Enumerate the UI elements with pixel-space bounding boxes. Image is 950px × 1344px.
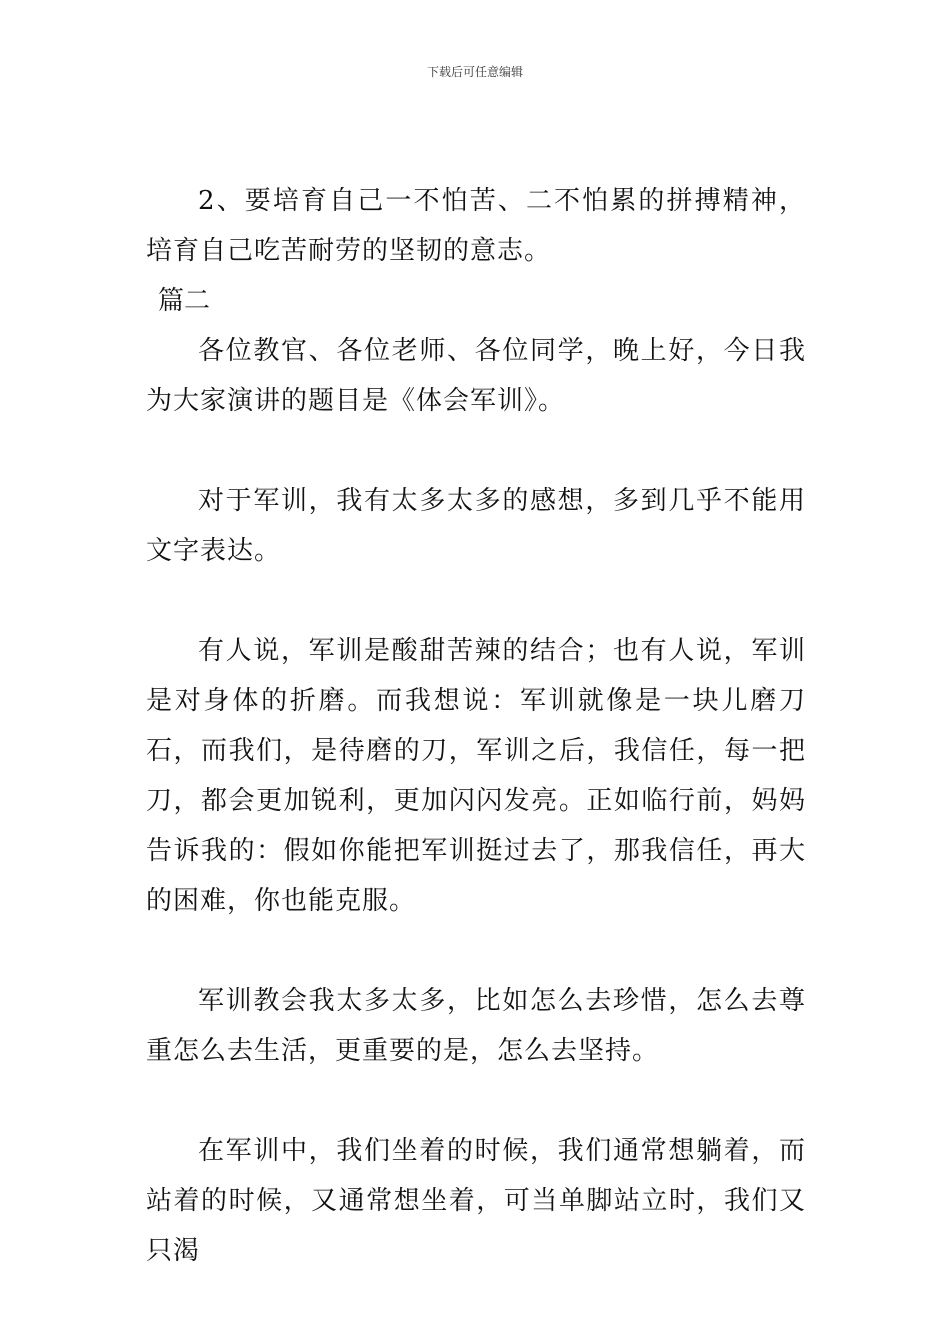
paragraph-gap [146, 576, 806, 626]
paragraph-4: 有人说，军训是酸甜苦辣的结合；也有人说，军训是对身体的折磨。而我想说：军训就像是一块儿磨刀石，而我们，是待磨的刀，军训之后，我信任，每一把刀，都会更加锐利，更加闪闪发亮。正如临行前，妈妈告诉我的：假如你能把军训挺过去了，那我信任，再大的困难，你也能克服。 [146, 636, 806, 916]
paragraph-gap [146, 426, 806, 476]
paragraph-gap [146, 1076, 806, 1126]
paragraph-5: 军训教会我太多太多，比如怎么去珍惜，怎么去尊重怎么去生活，更重要的是，怎么去坚持。 [146, 986, 806, 1066]
paragraph-gap [146, 926, 806, 976]
paragraph-6: 在军训中，我们坐着的时候，我们通常想躺着，而站着的时候，又通常想坐着，可当单脚站立时，我们又只渴 [146, 1136, 806, 1266]
section-title: 篇二 [158, 286, 211, 316]
document-body [146, 176, 806, 1276]
paragraph-2: 各位教官、各位老师、各位同学，晚上好，今日我为大家演讲的题目是《体会军训》。 [146, 336, 806, 416]
paragraph-3: 对于军训，我有太多太多的感想，多到几乎不能用文字表达。 [146, 486, 806, 566]
page-header: 下载后可任意编辑 [426, 65, 523, 79]
paragraph-1: 2、要培育自己一不怕苦、二不怕累的拼搏精神，培育自己吃苦耐劳的坚韧的意志。 [146, 186, 806, 266]
